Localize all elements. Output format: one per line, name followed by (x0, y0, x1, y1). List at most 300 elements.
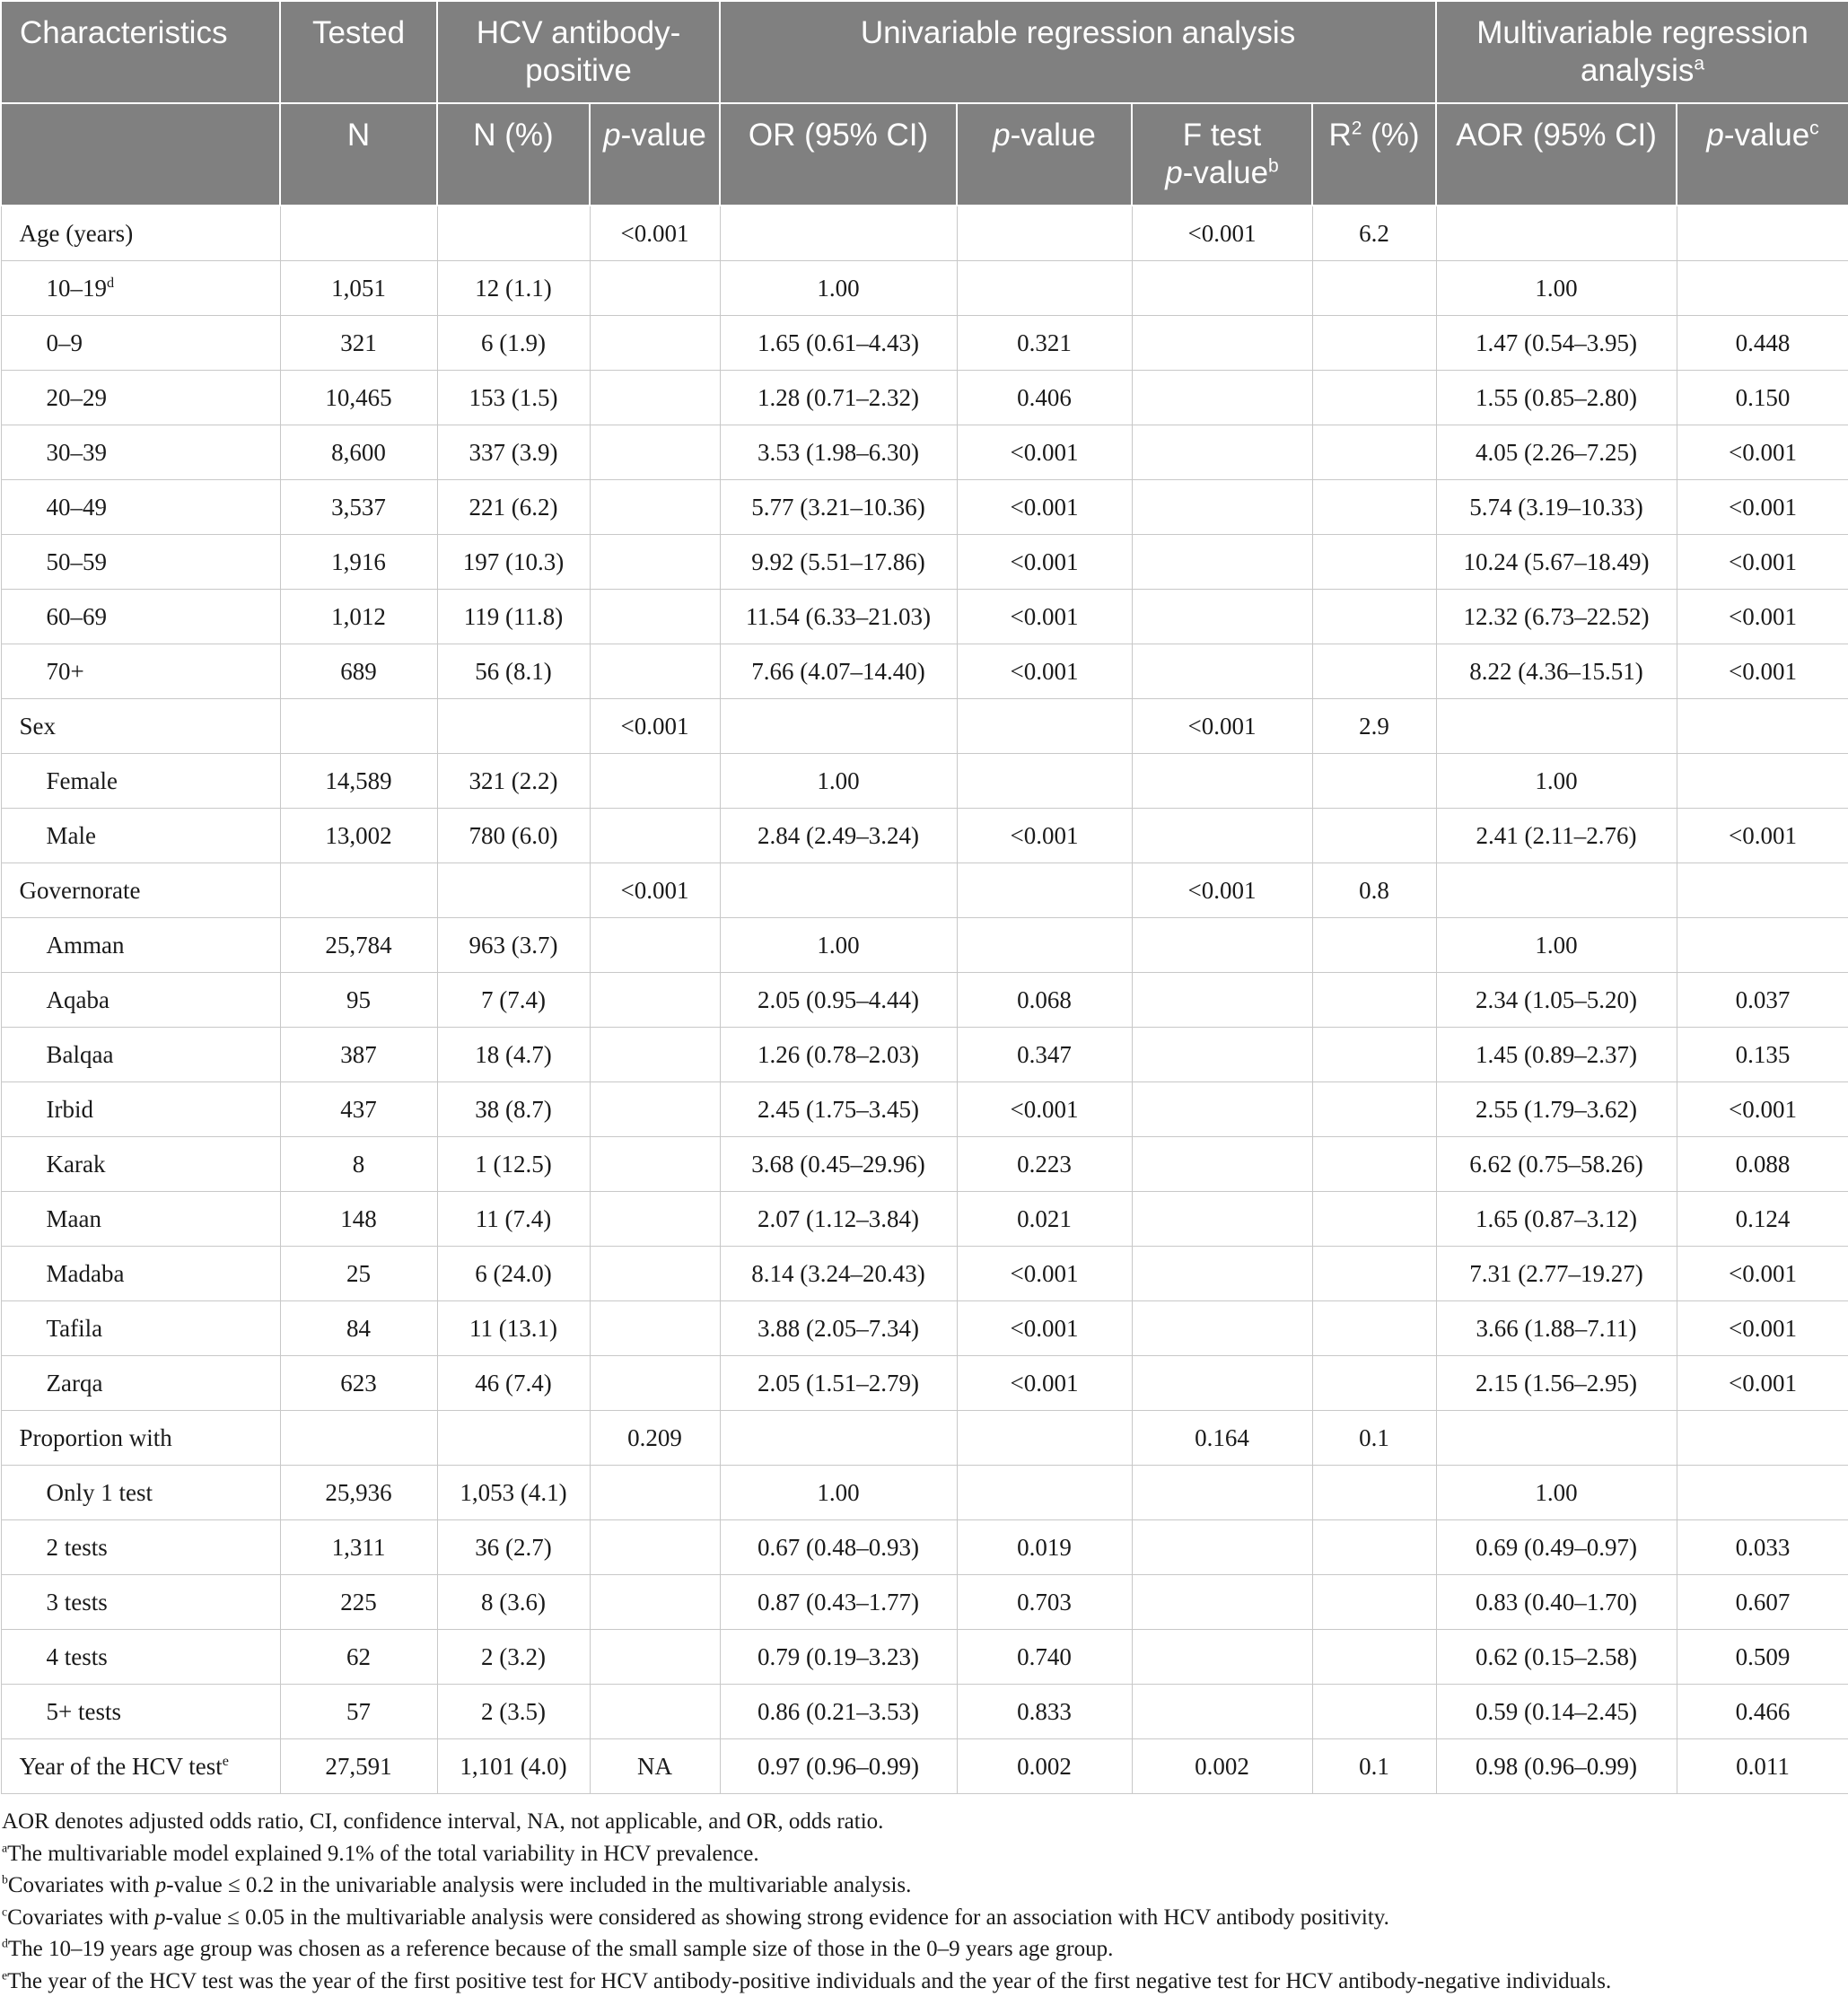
characteristic-label: 5+ tests (46, 1697, 121, 1725)
table-body (1, 206, 1848, 1794)
cell-f-test (1132, 1082, 1312, 1137)
cell-or-p-value: 0.347 (957, 1028, 1132, 1082)
characteristic-label: Tafila (46, 1314, 103, 1342)
footnote (0, 1838, 1848, 1870)
cell-or-p-value: 0.019 (957, 1520, 1132, 1575)
table-row (1, 644, 1848, 699)
cell-f-test: 0.002 (1132, 1739, 1312, 1794)
header-n: N (280, 103, 437, 206)
cell-or-ci: 0.67 (0.48–0.93) (720, 1520, 957, 1575)
cell-r2: 0.8 (1312, 863, 1436, 918)
cell-r2 (1312, 535, 1436, 590)
footnote-text: Covariates with (7, 1905, 154, 1930)
characteristic-label: 3 tests (46, 1588, 108, 1616)
characteristic-label: Governorate (19, 876, 141, 904)
cell-aor-p-value: 0.135 (1677, 1028, 1848, 1082)
cell-f-test (1132, 1301, 1312, 1356)
header-r2-suffix: (%) (1362, 118, 1420, 153)
cell-or-p-value: <0.001 (957, 1301, 1132, 1356)
cell-or-p-value: <0.001 (957, 425, 1132, 480)
cell-or-ci: 8.14 (3.24–20.43) (720, 1247, 957, 1301)
header-characteristics: Characteristics (1, 1, 280, 103)
cell-f-test (1132, 1466, 1312, 1520)
cell-p-value (590, 973, 720, 1028)
footnote-mark: d (2, 1936, 8, 1950)
cell-tested: 3,537 (280, 480, 437, 535)
cell-tested: 1,051 (280, 261, 437, 316)
characteristic-label: 4 tests (46, 1642, 108, 1670)
cell-positive: 197 (10.3) (437, 535, 590, 590)
cell-characteristic (1, 1466, 280, 1520)
cell-or-ci: 0.79 (0.19–3.23) (720, 1630, 957, 1685)
table-row (1, 1685, 1848, 1739)
footnote-mark: c (2, 1905, 8, 1919)
cell-aor-ci: 2.41 (2.11–2.76) (1436, 809, 1677, 863)
header-r2 (1312, 103, 1436, 206)
cell-aor-p-value: <0.001 (1677, 535, 1848, 590)
cell-f-test (1132, 316, 1312, 371)
cell-characteristic (1, 1192, 280, 1247)
characteristic-label: Amman (46, 931, 125, 959)
cell-r2 (1312, 1356, 1436, 1411)
cell-aor-p-value (1677, 1466, 1848, 1520)
footnote-italic: p (153, 1905, 166, 1930)
cell-or-p-value: <0.001 (957, 480, 1132, 535)
cell-r2 (1312, 644, 1436, 699)
cell-positive: 11 (7.4) (437, 1192, 590, 1247)
cell-r2: 0.1 (1312, 1739, 1436, 1794)
cell-r2 (1312, 1685, 1436, 1739)
cell-f-test (1132, 1685, 1312, 1739)
cell-aor-ci: 2.15 (1.56–2.95) (1436, 1356, 1677, 1411)
table-row (1, 863, 1848, 918)
footnote-mark: e (2, 1968, 8, 1983)
header-hcv-positive: HCV antibody-positive (437, 1, 720, 103)
cell-p-value (590, 1466, 720, 1520)
cell-r2 (1312, 1192, 1436, 1247)
cell-or-p-value: 0.021 (957, 1192, 1132, 1247)
cell-positive: 1 (12.5) (437, 1137, 590, 1192)
cell-tested: 148 (280, 1192, 437, 1247)
table-row (1, 699, 1848, 754)
table-row (1, 316, 1848, 371)
cell-p-value (590, 371, 720, 425)
cell-tested: 10,465 (280, 371, 437, 425)
cell-or-ci: 2.07 (1.12–3.84) (720, 1192, 957, 1247)
cell-aor-p-value (1677, 699, 1848, 754)
footnote-text: The 10–19 years age group was chosen as a reference because of the small sample size of those in the 0–9 years age group. (7, 1937, 1114, 1961)
characteristic-label: Age (years) (19, 219, 134, 247)
cell-characteristic (1, 425, 280, 480)
header-p-suffix: -value (620, 118, 706, 153)
cell-r2 (1312, 1466, 1436, 1520)
cell-f-test: <0.001 (1132, 206, 1312, 261)
cell-p-value (590, 644, 720, 699)
cell-r2: 0.1 (1312, 1411, 1436, 1466)
cell-or-p-value: <0.001 (957, 535, 1132, 590)
cell-or-ci (720, 206, 957, 261)
cell-positive: 2 (3.2) (437, 1630, 590, 1685)
cell-characteristic (1, 1137, 280, 1192)
table-row (1, 1739, 1848, 1794)
cell-r2 (1312, 316, 1436, 371)
cell-or-ci: 1.28 (0.71–2.32) (720, 371, 957, 425)
characteristic-label: 70+ (46, 657, 84, 685)
cell-r2 (1312, 1520, 1436, 1575)
cell-positive (437, 699, 590, 754)
cell-tested: 25 (280, 1247, 437, 1301)
cell-r2 (1312, 371, 1436, 425)
characteristic-label: Aqaba (46, 985, 109, 1013)
cell-or-ci: 2.05 (1.51–2.79) (720, 1356, 957, 1411)
cell-aor-ci: 12.32 (6.73–22.52) (1436, 590, 1677, 644)
table-row (1, 535, 1848, 590)
characteristic-label: Maan (46, 1204, 101, 1232)
cell-p-value (590, 1192, 720, 1247)
cell-or-ci: 1.00 (720, 261, 957, 316)
header-p-italic: p (603, 118, 621, 153)
cell-or-ci: 0.86 (0.21–3.53) (720, 1685, 957, 1739)
cell-or-p-value (957, 206, 1132, 261)
cell-or-ci: 3.68 (0.45–29.96) (720, 1137, 957, 1192)
cell-p-value (590, 261, 720, 316)
footnote-text-end: -value ≤ 0.05 in the multivariable analysis were considered as showing strong evidence for an association with HCV antibody positivity. (165, 1905, 1389, 1930)
cell-tested: 437 (280, 1082, 437, 1137)
cell-r2 (1312, 973, 1436, 1028)
cell-positive: 1,053 (4.1) (437, 1466, 590, 1520)
footnote-marker: e (222, 1752, 229, 1769)
table-row (1, 1356, 1848, 1411)
characteristic-label: Sex (19, 712, 56, 740)
header-univariable: Univariable regression analysis (720, 1, 1436, 103)
characteristic-label: Only 1 test (46, 1478, 153, 1506)
cell-characteristic (1, 535, 280, 590)
cell-characteristic (1, 261, 280, 316)
cell-f-test (1132, 425, 1312, 480)
cell-tested: 14,589 (280, 754, 437, 809)
cell-characteristic (1, 863, 280, 918)
cell-tested: 1,012 (280, 590, 437, 644)
cell-aor-p-value: 0.466 (1677, 1685, 1848, 1739)
cell-positive: 963 (3.7) (437, 918, 590, 973)
header-f-test-sup: b (1268, 155, 1279, 177)
header-p-italic: p (1706, 118, 1724, 153)
cell-aor-p-value (1677, 1411, 1848, 1466)
cell-aor-p-value: <0.001 (1677, 425, 1848, 480)
cell-f-test (1132, 480, 1312, 535)
cell-p-value (590, 316, 720, 371)
table-row (1, 1028, 1848, 1082)
characteristic-label: 30–39 (46, 438, 107, 466)
header-multivariable-sup: a (1694, 53, 1705, 74)
characteristic-label: 40–49 (46, 493, 107, 521)
cell-or-p-value: 0.223 (957, 1137, 1132, 1192)
cell-aor-ci: 0.69 (0.49–0.97) (1436, 1520, 1677, 1575)
cell-f-test (1132, 809, 1312, 863)
cell-aor-p-value (1677, 754, 1848, 809)
cell-or-ci: 3.53 (1.98–6.30) (720, 425, 957, 480)
cell-characteristic (1, 1739, 280, 1794)
cell-characteristic (1, 316, 280, 371)
table-row (1, 1520, 1848, 1575)
table-row (1, 1192, 1848, 1247)
cell-p-value (590, 1028, 720, 1082)
cell-characteristic (1, 918, 280, 973)
cell-p-value (590, 809, 720, 863)
footnote-text-end: -value ≤ 0.2 in the univariable analysis were included in the multivariable analysis. (166, 1873, 912, 1897)
cell-r2 (1312, 480, 1436, 535)
cell-tested (280, 863, 437, 918)
cell-aor-ci: 1.00 (1436, 754, 1677, 809)
cell-f-test (1132, 1028, 1312, 1082)
cell-or-ci: 2.45 (1.75–3.45) (720, 1082, 957, 1137)
cell-positive: 7 (7.4) (437, 973, 590, 1028)
cell-or-p-value (957, 754, 1132, 809)
cell-p-value: <0.001 (590, 863, 720, 918)
cell-tested: 225 (280, 1575, 437, 1630)
cell-f-test: <0.001 (1132, 699, 1312, 754)
cell-tested (280, 206, 437, 261)
cell-characteristic (1, 1630, 280, 1685)
cell-f-test: 0.164 (1132, 1411, 1312, 1466)
characteristic-label: 0–9 (46, 328, 83, 356)
characteristic-label: Irbid (46, 1095, 93, 1123)
cell-p-value (590, 535, 720, 590)
cell-or-ci: 1.65 (0.61–4.43) (720, 316, 957, 371)
header-p-suffix: -value (1723, 118, 1810, 153)
cell-or-ci: 1.00 (720, 1466, 957, 1520)
cell-tested: 13,002 (280, 809, 437, 863)
cell-or-p-value (957, 918, 1132, 973)
cell-or-ci: 1.00 (720, 754, 957, 809)
cell-or-ci: 2.05 (0.95–4.44) (720, 973, 957, 1028)
cell-or-p-value: 0.703 (957, 1575, 1132, 1630)
cell-aor-p-value: <0.001 (1677, 1301, 1848, 1356)
cell-p-value (590, 590, 720, 644)
cell-characteristic (1, 1028, 280, 1082)
cell-or-ci: 11.54 (6.33–21.03) (720, 590, 957, 644)
cell-aor-p-value: <0.001 (1677, 644, 1848, 699)
cell-tested: 25,784 (280, 918, 437, 973)
cell-aor-ci: 2.34 (1.05–5.20) (1436, 973, 1677, 1028)
cell-or-ci (720, 863, 957, 918)
cell-characteristic (1, 1247, 280, 1301)
cell-aor-ci: 0.83 (0.40–1.70) (1436, 1575, 1677, 1630)
cell-aor-ci: 7.31 (2.77–19.27) (1436, 1247, 1677, 1301)
cell-characteristic (1, 1411, 280, 1466)
cell-p-value (590, 1575, 720, 1630)
cell-aor-p-value: <0.001 (1677, 1082, 1848, 1137)
cell-or-p-value: 0.321 (957, 316, 1132, 371)
cell-or-ci: 3.88 (2.05–7.34) (720, 1301, 957, 1356)
cell-characteristic (1, 754, 280, 809)
cell-positive: 337 (3.9) (437, 425, 590, 480)
cell-positive: 12 (1.1) (437, 261, 590, 316)
footnote-mark: b (2, 1872, 8, 1887)
characteristic-label: Madaba (46, 1259, 125, 1287)
cell-tested: 321 (280, 316, 437, 371)
cell-aor-ci (1436, 863, 1677, 918)
cell-aor-p-value (1677, 261, 1848, 316)
header-p-suffix: -value (1010, 118, 1096, 153)
cell-aor-p-value: 0.509 (1677, 1630, 1848, 1685)
cell-or-ci: 0.97 (0.96–0.99) (720, 1739, 957, 1794)
cell-aor-p-value: <0.001 (1677, 1247, 1848, 1301)
characteristic-label: Proportion with (19, 1423, 172, 1451)
cell-aor-ci: 0.59 (0.14–2.45) (1436, 1685, 1677, 1739)
cell-or-p-value: 0.740 (957, 1630, 1132, 1685)
cell-aor-p-value: <0.001 (1677, 809, 1848, 863)
header-or-ci: OR (95% CI) (720, 103, 957, 206)
cell-aor-ci: 5.74 (3.19–10.33) (1436, 480, 1677, 535)
cell-or-p-value: <0.001 (957, 1247, 1132, 1301)
cell-or-ci: 7.66 (4.07–14.40) (720, 644, 957, 699)
cell-tested: 95 (280, 973, 437, 1028)
cell-r2: 6.2 (1312, 206, 1436, 261)
cell-tested: 1,311 (280, 1520, 437, 1575)
cell-positive: 321 (2.2) (437, 754, 590, 809)
cell-positive (437, 206, 590, 261)
cell-aor-ci (1436, 206, 1677, 261)
cell-or-p-value (957, 699, 1132, 754)
header-f-test (1132, 103, 1312, 206)
cell-or-p-value: <0.001 (957, 1082, 1132, 1137)
cell-tested: 62 (280, 1630, 437, 1685)
cell-r2 (1312, 590, 1436, 644)
cell-tested: 623 (280, 1356, 437, 1411)
table-row (1, 206, 1848, 261)
cell-r2 (1312, 261, 1436, 316)
cell-tested: 27,591 (280, 1739, 437, 1794)
cell-p-value (590, 918, 720, 973)
cell-aor-ci (1436, 699, 1677, 754)
characteristic-label: Female (46, 766, 118, 794)
cell-aor-p-value: 0.607 (1677, 1575, 1848, 1630)
footnote-text: The year of the HCV test was the year of the first positive test for HCV antibody-positive individuals and the year of the first negative test for HCV antibody-negative individuals. (7, 1968, 1612, 1993)
cell-f-test (1132, 1137, 1312, 1192)
cell-or-p-value: 0.406 (957, 371, 1132, 425)
cell-aor-p-value: 0.150 (1677, 371, 1848, 425)
cell-p-value (590, 1247, 720, 1301)
header-f-test-label: F test (1182, 118, 1262, 153)
footnote (0, 1966, 1848, 1998)
header-p-suffix: -value (1182, 155, 1269, 190)
header-p-value (590, 103, 720, 206)
cell-aor-ci: 1.00 (1436, 918, 1677, 973)
header-aor-p-value (1677, 103, 1848, 206)
cell-positive: 36 (2.7) (437, 1520, 590, 1575)
cell-aor-ci: 1.00 (1436, 261, 1677, 316)
cell-f-test (1132, 261, 1312, 316)
cell-or-ci: 1.26 (0.78–2.03) (720, 1028, 957, 1082)
cell-aor-p-value: 0.011 (1677, 1739, 1848, 1794)
header-p-italic: p (993, 118, 1011, 153)
cell-f-test (1132, 1192, 1312, 1247)
cell-characteristic (1, 1356, 280, 1411)
cell-or-p-value (957, 1411, 1132, 1466)
footnote-text: AOR denotes adjusted odds ratio, CI, confidence interval, NA, not applicable, and OR, odds ratio. (2, 1809, 884, 1834)
cell-p-value: 0.209 (590, 1411, 720, 1466)
table-row (1, 425, 1848, 480)
table-row (1, 1411, 1848, 1466)
cell-aor-ci: 0.62 (0.15–2.58) (1436, 1630, 1677, 1685)
cell-aor-p-value: 0.033 (1677, 1520, 1848, 1575)
cell-p-value (590, 1685, 720, 1739)
cell-p-value (590, 1630, 720, 1685)
cell-r2 (1312, 754, 1436, 809)
header-multivariable (1436, 1, 1848, 103)
cell-aor-p-value: <0.001 (1677, 590, 1848, 644)
table-row (1, 1137, 1848, 1192)
cell-aor-ci: 3.66 (1.88–7.11) (1436, 1301, 1677, 1356)
cell-f-test (1132, 1630, 1312, 1685)
cell-p-value (590, 1356, 720, 1411)
characteristic-label: Year of the HCV test (19, 1752, 223, 1780)
cell-positive: 56 (8.1) (437, 644, 590, 699)
cell-or-ci: 0.87 (0.43–1.77) (720, 1575, 957, 1630)
cell-f-test (1132, 918, 1312, 973)
footnote (0, 1870, 1848, 1902)
table-row (1, 1301, 1848, 1356)
cell-aor-ci: 8.22 (4.36–15.51) (1436, 644, 1677, 699)
cell-characteristic (1, 371, 280, 425)
cell-positive: 6 (1.9) (437, 316, 590, 371)
cell-p-value (590, 480, 720, 535)
cell-positive: 8 (3.6) (437, 1575, 590, 1630)
cell-or-p-value (957, 261, 1132, 316)
table-row (1, 918, 1848, 973)
cell-tested: 25,936 (280, 1466, 437, 1520)
table-row (1, 480, 1848, 535)
cell-characteristic (1, 1685, 280, 1739)
characteristic-label: Karak (46, 1150, 106, 1178)
cell-f-test (1132, 371, 1312, 425)
cell-positive: 119 (11.8) (437, 590, 590, 644)
cell-or-p-value: <0.001 (957, 809, 1132, 863)
cell-f-test (1132, 1247, 1312, 1301)
cell-positive: 38 (8.7) (437, 1082, 590, 1137)
table-row (1, 1082, 1848, 1137)
cell-aor-p-value: 0.448 (1677, 316, 1848, 371)
cell-p-value (590, 1137, 720, 1192)
table-row (1, 1630, 1848, 1685)
cell-tested (280, 1411, 437, 1466)
characteristic-label: Male (46, 821, 96, 849)
cell-r2 (1312, 1301, 1436, 1356)
cell-or-ci (720, 699, 957, 754)
header-aor-p-sup: c (1809, 118, 1819, 139)
cell-characteristic (1, 480, 280, 535)
table-row (1, 371, 1848, 425)
cell-positive: 1,101 (4.0) (437, 1739, 590, 1794)
cell-aor-ci: 1.00 (1436, 1466, 1677, 1520)
cell-aor-ci: 6.62 (0.75–58.26) (1436, 1137, 1677, 1192)
cell-tested: 1,916 (280, 535, 437, 590)
cell-characteristic (1, 206, 280, 261)
table-row (1, 809, 1848, 863)
cell-aor-p-value: 0.124 (1677, 1192, 1848, 1247)
cell-positive: 780 (6.0) (437, 809, 590, 863)
cell-f-test (1132, 644, 1312, 699)
footnote-text: The multivariable model explained 9.1% of the total variability in HCV prevalence. (7, 1841, 759, 1866)
header-blank (1, 103, 280, 206)
cell-positive (437, 1411, 590, 1466)
cell-tested: 8 (280, 1137, 437, 1192)
cell-aor-p-value (1677, 918, 1848, 973)
cell-f-test (1132, 754, 1312, 809)
cell-p-value (590, 754, 720, 809)
header-tested: Tested (280, 1, 437, 103)
